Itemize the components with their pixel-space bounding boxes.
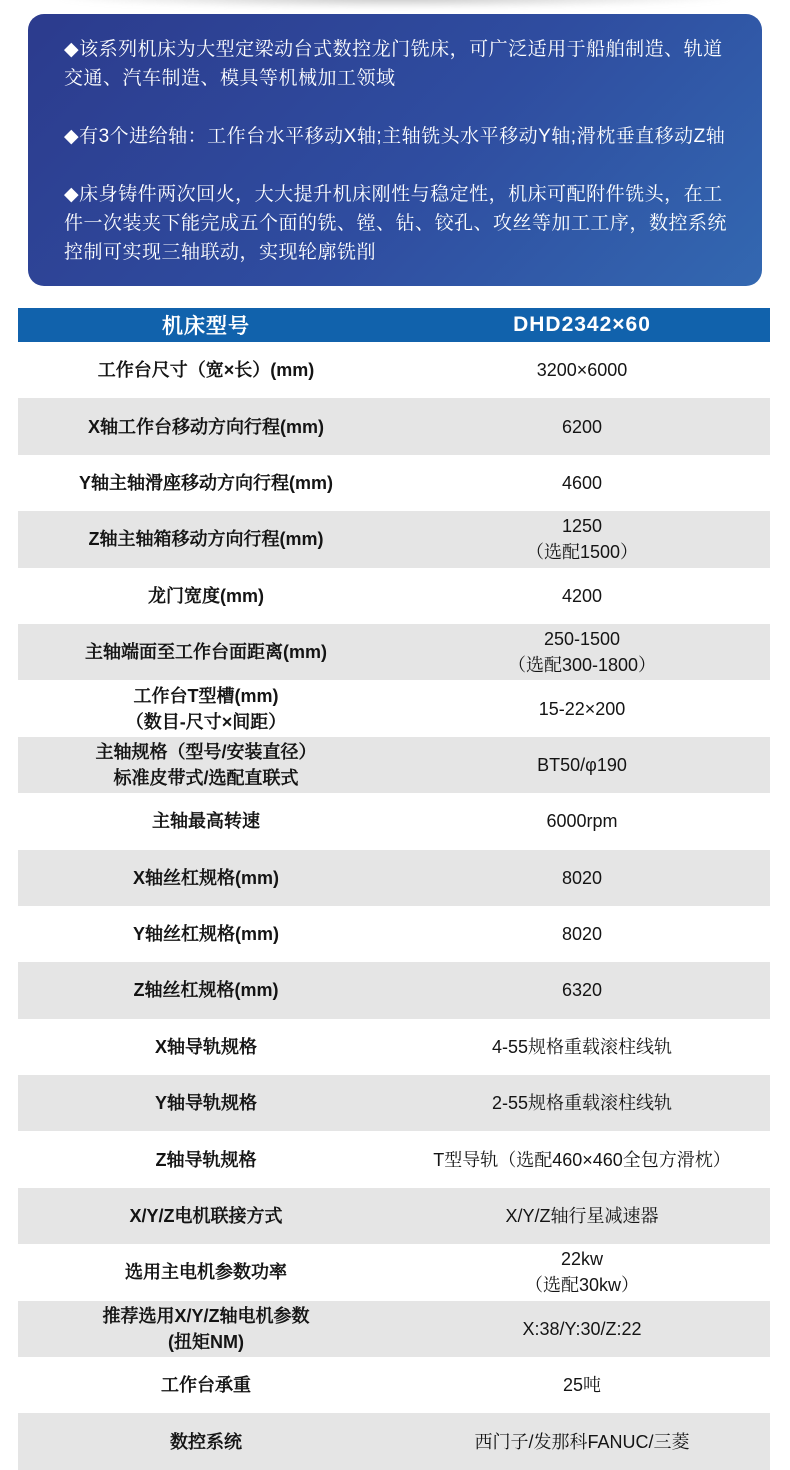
spec-row: [18, 1301, 770, 1357]
spec-label-line: 工作台尺寸（宽×长）(mm): [97, 360, 315, 381]
spec-row: [18, 1188, 770, 1244]
spec-value-line: 4-55规格重载滚柱线轨: [491, 1036, 673, 1057]
spec-value-line: 25吨: [562, 1375, 602, 1396]
spec-value-line: 6000rpm: [546, 811, 618, 832]
spec-row-label: [18, 737, 394, 793]
spec-label-line: 工作台承重: [161, 1375, 251, 1396]
spec-label-line: X轴丝杠规格(mm): [132, 867, 279, 888]
spec-label-line: 龙门宽度(mm): [148, 585, 264, 606]
spec-row: [18, 624, 770, 680]
spec-label-line: Y轴主轴滑座移动方向行程(mm): [78, 472, 333, 493]
spec-label-line: X轴导轨规格: [154, 1036, 257, 1057]
spec-label-line: 主轴规格（型号/安装直径）: [95, 741, 317, 762]
spec-label-line: 标准皮带式/选配直联式: [113, 767, 299, 788]
spec-row-label: [18, 1413, 394, 1469]
spec-value-line: 22kw: [560, 1249, 604, 1270]
spec-row-label: [18, 1244, 394, 1300]
spec-label-line: Y轴导轨规格: [154, 1093, 257, 1114]
spec-value-line: T型导轨（选配460×460全包方滑枕）: [433, 1149, 731, 1170]
spec-row: [18, 962, 770, 1018]
spec-value-line: 西门子/发那科FANUC/三菱: [474, 1431, 690, 1452]
spec-row: [18, 850, 770, 906]
spec-row-value: [394, 1075, 770, 1131]
spec-row-value: [394, 1244, 770, 1300]
spec-row-label: [18, 342, 394, 398]
spec-label-line: 主轴端面至工作台面距离(mm): [85, 642, 327, 663]
spec-row: [18, 793, 770, 849]
intro-bullet-2: ◆有3个进给轴：工作台水平移动X轴;主轴铣头水平移动Y轴;滑枕垂直移动Z轴: [64, 126, 726, 147]
spec-row-label: [18, 793, 394, 849]
spec-row: [18, 1075, 770, 1131]
spec-row-label: [18, 1131, 394, 1187]
spec-row-value: [394, 962, 770, 1018]
spec-row-label: [18, 511, 394, 567]
spec-row-value: [394, 398, 770, 454]
spec-value-line: 250-1500: [543, 629, 621, 650]
spec-row-label: [18, 398, 394, 454]
spec-row-value: [394, 906, 770, 962]
spec-row-label: [18, 568, 394, 624]
spec-row-label: [18, 455, 394, 511]
spec-row-label: [18, 1301, 394, 1357]
spec-row: [18, 568, 770, 624]
spec-row-label: [18, 906, 394, 962]
spec-row: [18, 511, 770, 567]
intro-card: [28, 14, 762, 286]
spec-row-value: [394, 1413, 770, 1469]
spec-row-value: [394, 624, 770, 680]
spec-value-line: 8020: [561, 867, 603, 888]
spec-label-line: 推荐选用X/Y/Z轴电机参数: [102, 1305, 310, 1326]
spec-label-line: Z轴丝杠规格(mm): [133, 980, 279, 1001]
spec-value-line: 6320: [561, 980, 603, 1001]
spec-value-line: BT50/φ190: [537, 754, 627, 775]
spec-value-line: 1250: [561, 516, 603, 537]
spec-header-value: DHD2342×60: [513, 313, 651, 336]
spec-value-line: 4600: [561, 472, 603, 493]
spec-row-value: [394, 737, 770, 793]
spec-row-label: [18, 850, 394, 906]
spec-row-value: [394, 793, 770, 849]
spec-row-value: [394, 1357, 770, 1413]
spec-row: [18, 1413, 770, 1469]
spec-value-line: （选配300-1800）: [507, 655, 657, 676]
spec-header-label: 机床型号: [162, 315, 250, 338]
spec-row: [18, 398, 770, 454]
spec-row: [18, 906, 770, 962]
spec-row: [18, 1357, 770, 1413]
spec-row: [18, 1131, 770, 1187]
spec-row-value: [394, 568, 770, 624]
spec-value-line: 8020: [561, 924, 603, 945]
spec-row: [18, 342, 770, 398]
spec-row-value: [394, 342, 770, 398]
spec-label-line: 主轴最高转速: [152, 811, 260, 832]
top-edge-shadow: [60, 0, 730, 8]
spec-row-label: [18, 962, 394, 1018]
spec-label-line: Z轴主轴箱移动方向行程(mm): [88, 529, 324, 550]
spec-row-value: [394, 1019, 770, 1075]
spec-label-line: (扭矩NM): [168, 1331, 244, 1352]
spec-label-line: （数目-尺寸×间距）: [125, 711, 287, 732]
spec-label-line: 工作台T型槽(mm): [133, 685, 279, 706]
spec-row-label: [18, 1188, 394, 1244]
spec-value-line: 2-55规格重载滚柱线轨: [491, 1093, 673, 1114]
spec-row-label: [18, 1357, 394, 1413]
spec-label-line: 选用主电机参数功率: [125, 1262, 287, 1283]
spec-row: [18, 737, 770, 793]
spec-label-line: X轴工作台移动方向行程(mm): [87, 416, 324, 437]
spec-label-line: 数控系统: [170, 1431, 242, 1452]
spec-row-value: [394, 850, 770, 906]
spec-value-line: （选配30kw）: [524, 1275, 640, 1296]
spec-row-value: [394, 511, 770, 567]
spec-row: [18, 680, 770, 736]
spec-value-line: （选配1500）: [525, 542, 639, 563]
spec-value-line: X:38/Y:30/Z:22: [522, 1318, 642, 1339]
spec-row-value: [394, 1188, 770, 1244]
spec-value-line: 15-22×200: [538, 698, 626, 719]
spec-row-label: [18, 1075, 394, 1131]
spec-row-value: [394, 1301, 770, 1357]
spec-row: [18, 1019, 770, 1075]
spec-table: [18, 308, 770, 1470]
spec-label-line: X/Y/Z电机联接方式: [129, 1206, 283, 1227]
intro-bullet-3: ◆床身铸件两次回火，大大提升机床刚性与稳定性，机床可配附件铣头，在工件一次装夹下能完成五个面的铣、镗、钻、铰孔、攻丝等加工工序，数控系统控制可实现三轴联动，实现轮廓铣削: [64, 184, 728, 263]
spec-row-value: [394, 455, 770, 511]
spec-row-label: [18, 680, 394, 736]
spec-row-value: [394, 1131, 770, 1187]
spec-label-line: Z轴导轨规格: [155, 1149, 257, 1170]
spec-row-label: [18, 624, 394, 680]
spec-row: [18, 455, 770, 511]
spec-value-line: 3200×6000: [536, 360, 628, 381]
spec-row-label: [18, 1019, 394, 1075]
spec-value-line: X/Y/Z轴行星减速器: [505, 1206, 659, 1227]
spec-row: [18, 1244, 770, 1300]
spec-value-line: 6200: [561, 416, 603, 437]
intro-bullet-1: ◆该系列机床为大型定梁动台式数控龙门铣床，可广泛适用于船舶制造、轨道交通、汽车制造、模具等机械加工领域: [64, 39, 723, 89]
spec-row-value: [394, 680, 770, 736]
spec-label-line: Y轴丝杠规格(mm): [132, 924, 279, 945]
spec-value-line: 4200: [561, 585, 603, 606]
spec-table-header: [18, 308, 770, 342]
spec-table-body: [18, 342, 770, 1470]
